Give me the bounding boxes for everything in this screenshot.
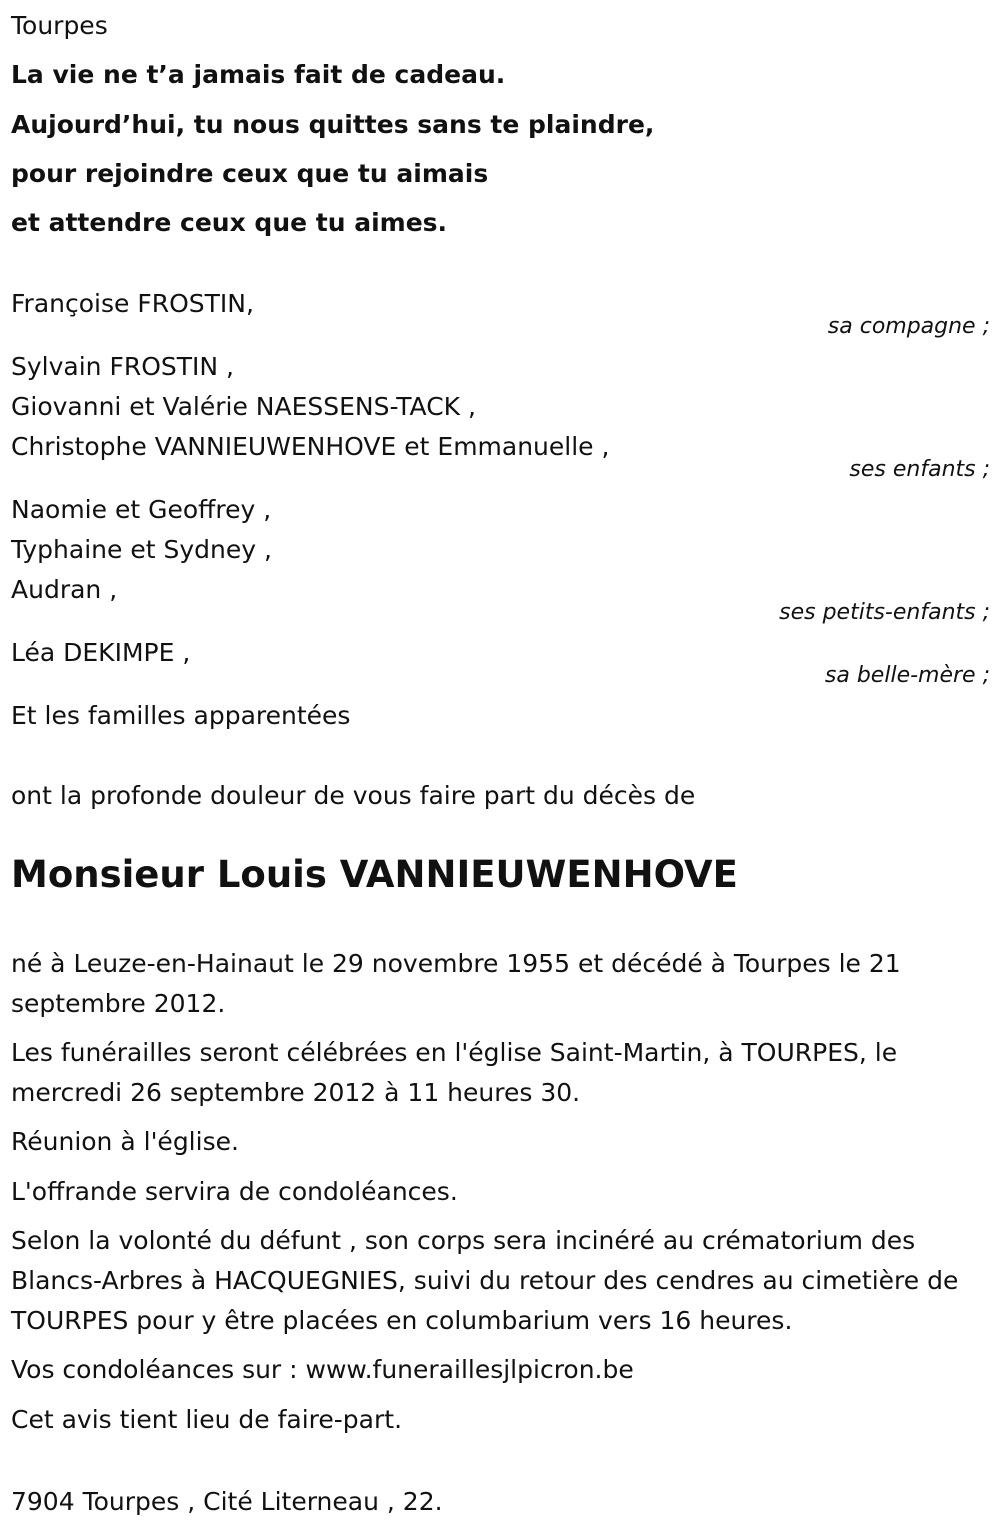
poem-line-1: La vie ne t’a jamais fait de cadeau. xyxy=(11,60,506,89)
mother-in-law-relation: sa belle-mère ; xyxy=(824,663,990,688)
cremation-paragraph: Selon la volonté du défunt , son corps sera incinéré au crématorium des Blancs-Arbres à HACQUEGNIES, suivi du retour des cendres au cimetière de TOURPES pour y être placées en columbarium vers 16 heures. xyxy=(11,1226,959,1335)
condolences-paragraph: Vos condoléances sur : www.funeraillesjlpicron.be xyxy=(11,1355,634,1384)
deceased-name: Monsieur Louis VANNIEUWENHOVE xyxy=(11,853,738,896)
meeting-paragraph: Réunion à l'église. xyxy=(11,1127,239,1156)
address-line: 7904 Tourpes , Cité Literneau , 22. xyxy=(11,1487,443,1516)
mother-in-law-name: Léa DEKIMPE , xyxy=(11,638,191,667)
companion-relation: sa compagne ; xyxy=(827,314,990,339)
child-1: Sylvain FROSTIN , xyxy=(11,352,234,381)
funeral-paragraph: Les funérailles seront célébrées en l'église Saint-Martin, à TOURPES, le mercredi 26 septembre 2012 à 11 heures 30. xyxy=(11,1038,898,1107)
poem-line-4: et attendre ceux que tu aimes. xyxy=(11,208,448,237)
announcement-line: ont la profonde douleur de vous faire part du décès de xyxy=(11,781,696,810)
grandchild-2: Typhaine et Sydney , xyxy=(11,535,272,564)
poem-line-2: Aujourd’hui, tu nous quittes sans te plaindre, xyxy=(11,110,655,139)
companion-name: Françoise FROSTIN, xyxy=(11,289,254,318)
place-name: Tourpes xyxy=(11,11,108,40)
birth-death-paragraph: né à Leuze-en-Hainaut le 29 novembre 1955 et décédé à Tourpes le 21 septembre 2012. xyxy=(11,949,901,1018)
children-relation: ses enfants ; xyxy=(849,457,990,482)
child-3: Christophe VANNIEUWENHOVE et Emmanuelle , xyxy=(11,432,610,461)
child-2: Giovanni et Valérie NAESSENS-TACK , xyxy=(11,392,476,421)
offering-paragraph: L'offrande servira de condoléances. xyxy=(11,1177,458,1206)
grandchild-3: Audran , xyxy=(11,575,118,604)
notice-paragraph: Cet avis tient lieu de faire-part. xyxy=(11,1405,403,1434)
grandchild-1: Naomie et Geoffrey , xyxy=(11,495,272,524)
families-line: Et les familles apparentées xyxy=(11,701,351,730)
grandchildren-relation: ses petits-enfants ; xyxy=(779,600,990,625)
poem-line-3: pour rejoindre ceux que tu aimais xyxy=(11,159,489,188)
